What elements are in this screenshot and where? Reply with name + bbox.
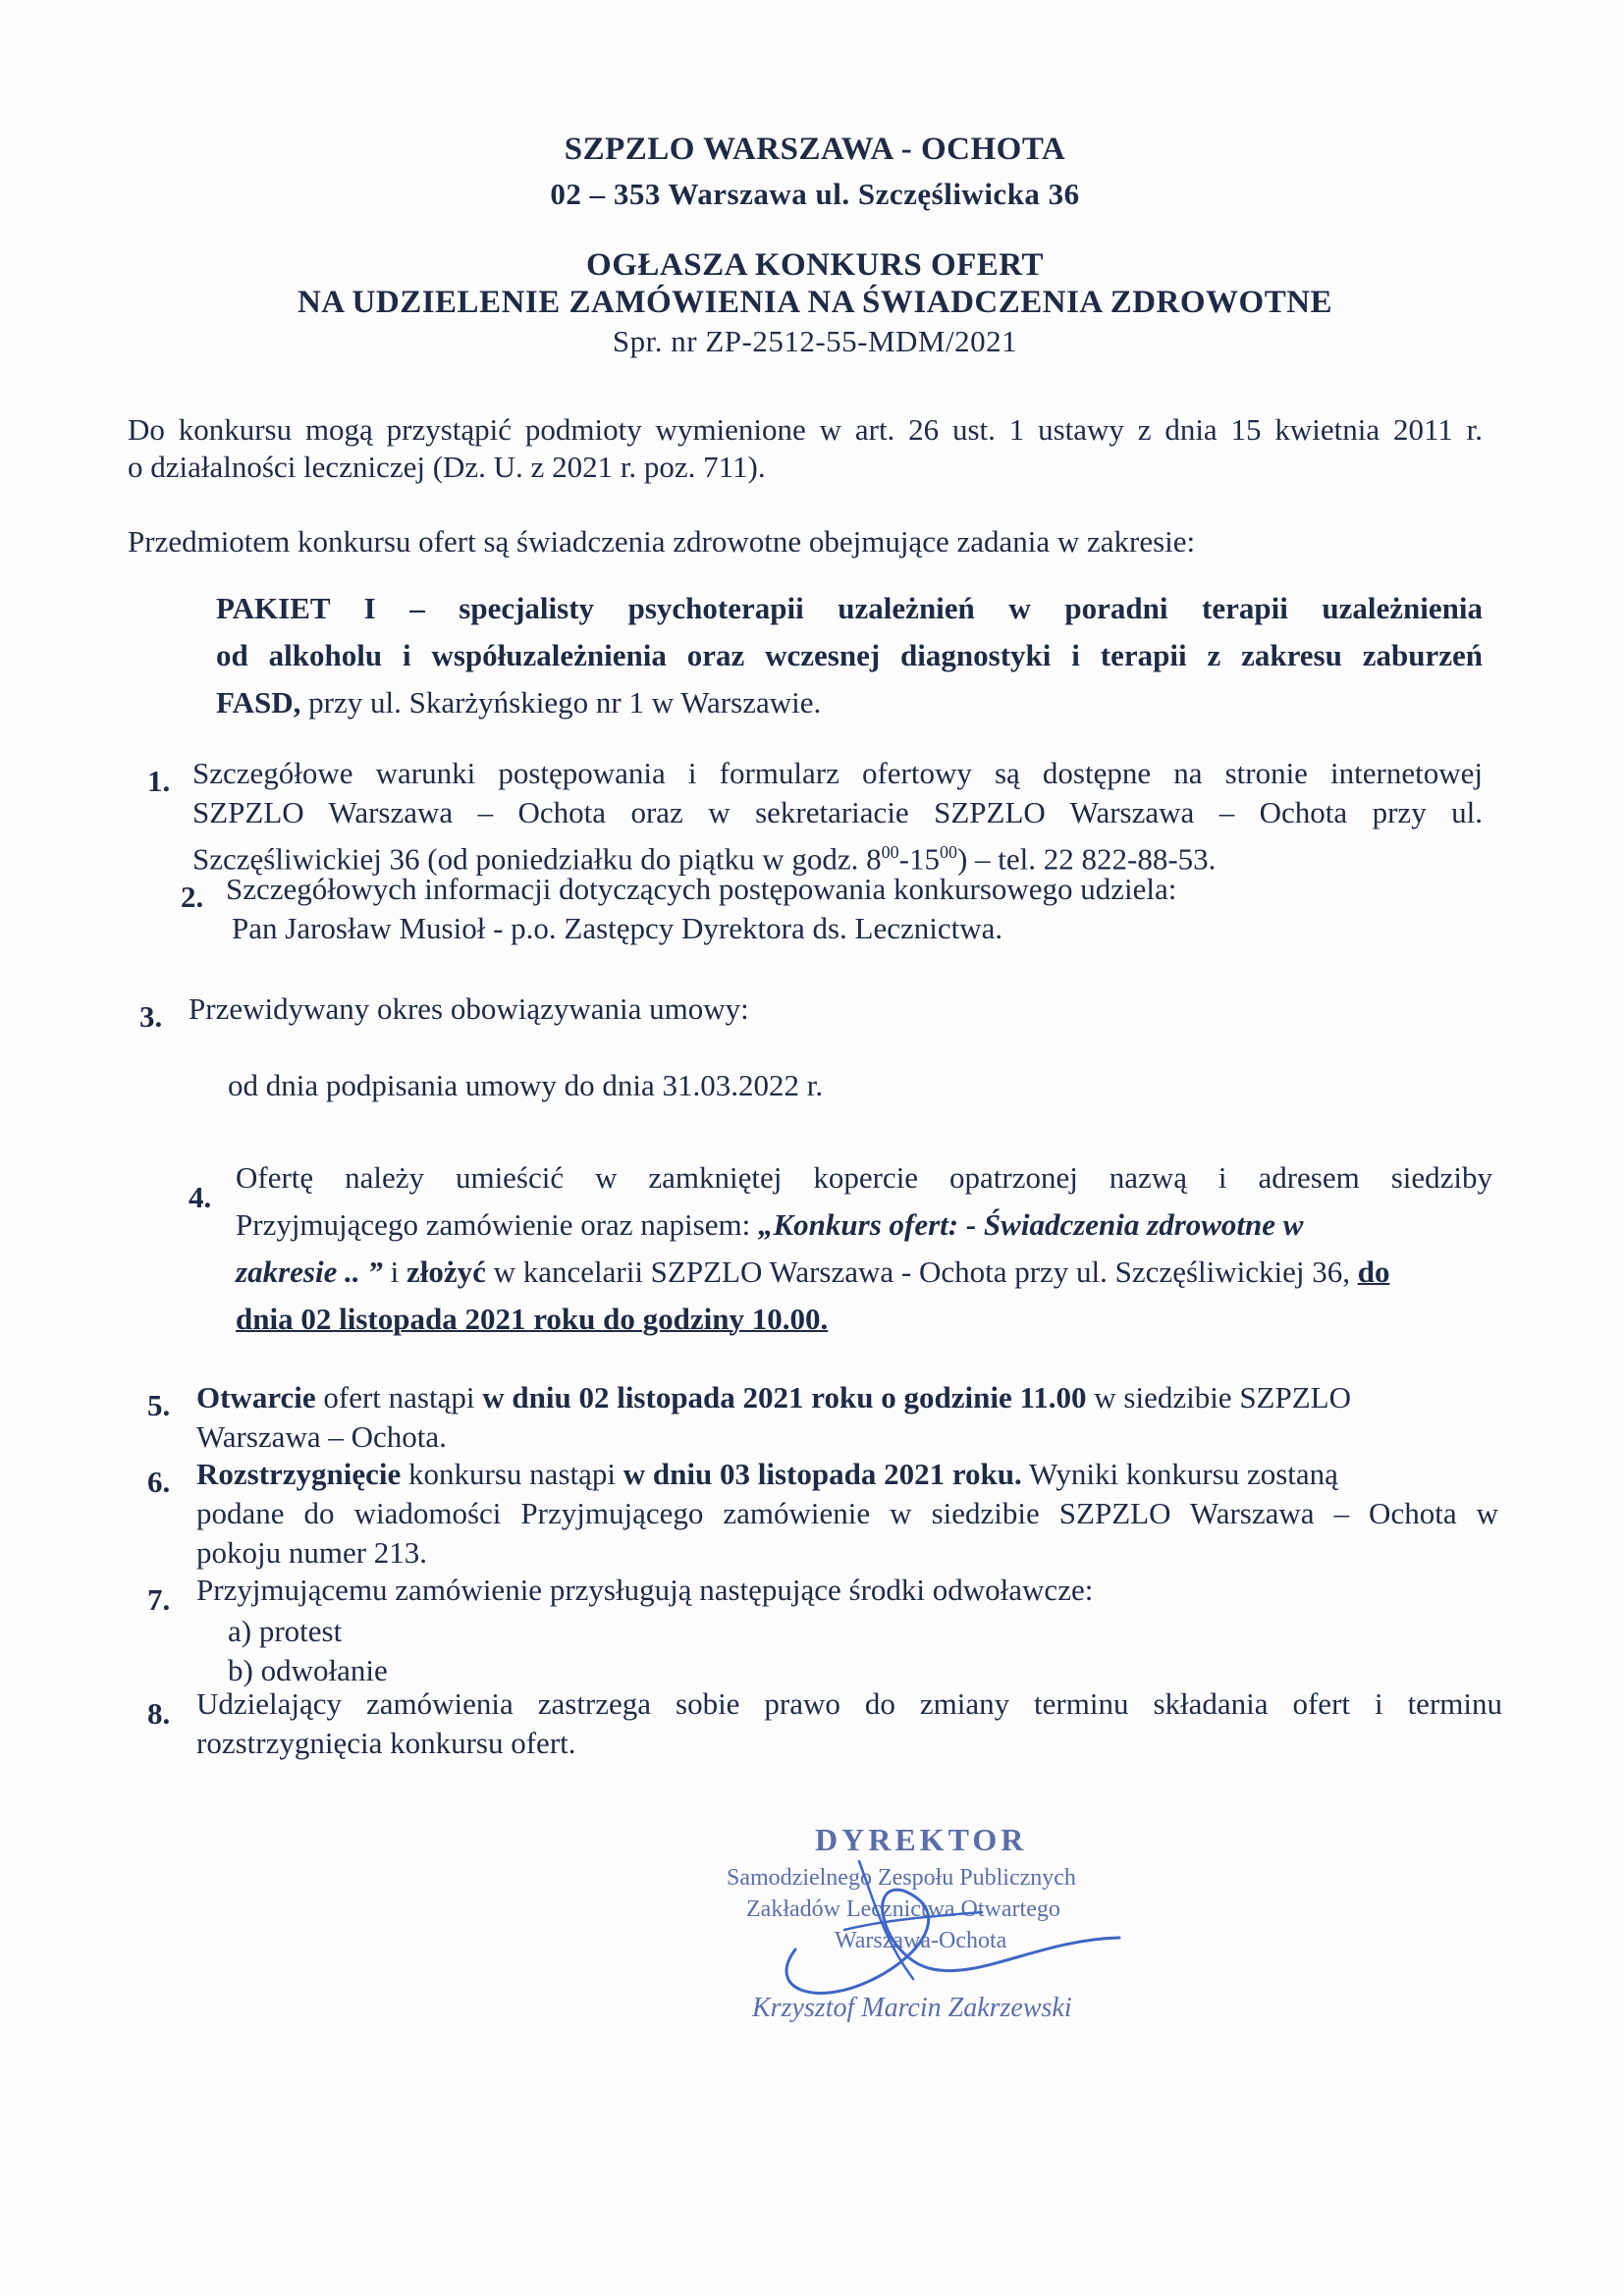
pakiet-line-1: PAKIET I – specjalisty psychoterapii uzależnień w poradni terapii uzależnienia <box>216 591 1483 625</box>
item-2-line-1: Szczegółowych informacji dotyczących postępowania konkursowego udziela: <box>226 872 1177 906</box>
intro-subject: Przedmiotem konkursu ofert są świadczenia zdrowotne obejmujące zadania w zakresie: <box>128 524 1196 559</box>
pakiet-line-3: FASD, przy ul. Skarżyńskiego nr 1 w Warszawie. <box>216 685 822 720</box>
announcement-subtitle: NA UDZIELENIE ZAMÓWIENIA NA ŚWIADCZENIA ZDROWOTNE <box>297 285 1333 320</box>
item-4-line-2: Przyjmującego zamówienie oraz napisem: „Konkurs ofert: - Świadczenia zdrowotne w <box>236 1207 1304 1242</box>
item-3-number: 3. <box>139 999 163 1034</box>
item-5-number: 5. <box>147 1388 171 1422</box>
item-8-line-1: Udzielający zamówienia zastrzega sobie prawo do zmiany terminu składania ofert i terminu <box>196 1686 1502 1721</box>
item-6-line-2: podane do wiadomości Przyjmującego zamówienie w siedzibie SZPZLO Warszawa – Ochota w <box>196 1496 1498 1530</box>
handwritten-signature <box>727 1822 1159 2048</box>
stamp-title: DYREKTOR <box>815 1822 1028 1857</box>
item-5-line-1: Otwarcie ofert nastąpi w dniu 02 listopada 2021 roku o godzinie 11.00 w siedzibie SZPZLO <box>196 1380 1351 1415</box>
intro-line-2: o działalności leczniczej (Dz. U. z 2021 r. poz. 711). <box>128 450 766 484</box>
item-7-line-1: Przyjmującemu zamówienie przysługują następujące środki odwoławcze: <box>196 1573 1094 1607</box>
item-6-number: 6. <box>147 1465 171 1499</box>
pakiet-line-2: od alkoholu i współuzależnienia oraz wczesnej diagnostyki i terapii z zakresu zaburzeń <box>216 638 1483 672</box>
case-number: Spr. nr ZP-2512-55-MDM/2021 <box>612 324 1018 358</box>
item-7-option-b: b) odwołanie <box>228 1653 388 1687</box>
director-stamp <box>727 1822 1159 2048</box>
item-2-number: 2. <box>181 880 204 914</box>
item-1-line-2: SZPZLO Warszawa – Ochota oraz w sekretariacie SZPZLO Warszawa – Ochota przy ul. <box>192 795 1483 829</box>
item-4-number: 4. <box>189 1180 212 1214</box>
stamp-line-2: Zakładów Lecznictwa Otwartego <box>746 1896 1060 1922</box>
item-2-line-2: Pan Jarosław Musioł - p.o. Zastępcy Dyrektora ds. Lecznictwa. <box>232 911 1003 945</box>
item-1-line-1: Szczegółowe warunki postępowania i formularz ofertowy są dostępne na stronie internetowej <box>192 756 1483 790</box>
item-3-line-2: od dnia podpisania umowy do dnia 31.03.2022 r. <box>228 1068 824 1102</box>
stamp-line-3: Warszawa-Ochota <box>835 1928 1007 1953</box>
item-4-deadline: dnia 02 listopada 2021 roku do godziny 10.00. <box>236 1302 829 1336</box>
item-7-number: 7. <box>147 1582 171 1617</box>
institution-address: 02 – 353 Warszawa ul. Szczęśliwicka 36 <box>550 177 1080 211</box>
signatory-name: Krzysztof Marcin Zakrzewski <box>752 1993 1072 2023</box>
stamp-line-1: Samodzielnego Zespołu Publicznych <box>727 1865 1076 1891</box>
institution-name: SZPZLO WARSZAWA - OCHOTA <box>564 132 1066 167</box>
item-4-line-3: zakresie .. ” i złożyć w kancelarii SZPZLO Warszawa - Ochota przy ul. Szczęśliwickiej 36, do <box>236 1255 1390 1289</box>
item-1-line-3: Szczęśliwickiej 36 (od poniedziałku do piątku w godz. $8^{00}-15^{00}$) – tel. 22 822-88-53. <box>192 841 1217 877</box>
item-1-number: 1. <box>147 764 171 798</box>
item-6-line-3: pokoju numer 213. <box>196 1535 428 1570</box>
item-7-option-a: a) protest <box>228 1614 343 1648</box>
intro-line-1: Do konkursu mogą przystąpić podmioty wymienione w art. 26 ust. 1 ustawy z dnia 15 kwietnia 2011 r. <box>128 412 1483 447</box>
item-4-line-1: Ofertę należy umieścić w zamkniętej kopercie opatrzonej nazwą i adresem siedziby <box>236 1160 1492 1195</box>
item-3-line-1: Przewidywany okres obowiązywania umowy: <box>189 991 749 1026</box>
item-8-line-2: rozstrzygnięcia konkursu ofert. <box>196 1726 576 1760</box>
item-6-line-1: Rozstrzygnięcie konkursu nastąpi w dniu 03 listopada 2021 roku. Wyniki konkursu zostaną <box>196 1457 1338 1491</box>
item-8-number: 8. <box>147 1696 171 1731</box>
item-5-line-2: Warszawa – Ochota. <box>196 1419 447 1454</box>
announcement-title: OGŁASZA KONKURS OFERT <box>586 247 1044 283</box>
